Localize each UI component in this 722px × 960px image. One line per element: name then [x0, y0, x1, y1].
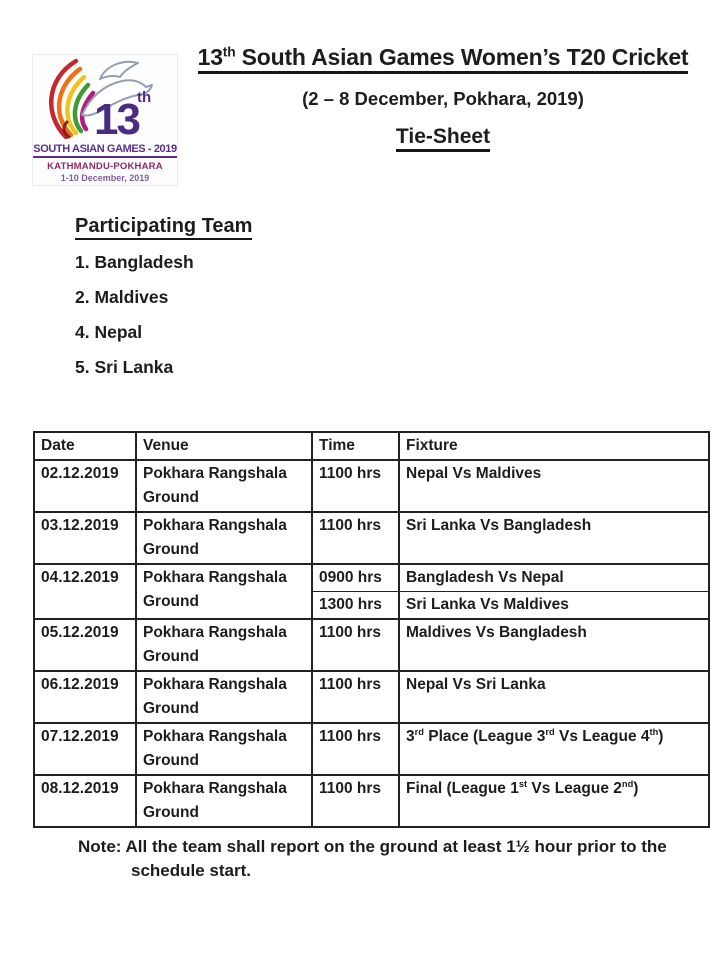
logo-number-suffix: th — [137, 89, 152, 106]
venue-cell: Pokhara Rangshala Ground — [136, 775, 312, 827]
table-header-row — [34, 432, 709, 460]
date-cell: 08.12.2019 — [34, 775, 136, 827]
time-cell: 1100 hrs — [312, 723, 399, 775]
venue-cell: Pokhara Rangshala Ground — [136, 723, 312, 775]
team-item: 1. Bangladesh — [75, 252, 194, 272]
logo-number: 13 — [94, 95, 139, 139]
page-title — [176, 44, 710, 71]
fixture-cell: Nepal Vs Sri Lanka — [399, 671, 709, 723]
sag-logo-emblem — [38, 57, 172, 139]
time-cell: 1100 hrs — [312, 775, 399, 827]
sag-logo — [32, 54, 178, 186]
table-row — [34, 512, 709, 564]
table-row — [34, 671, 709, 723]
date-cell: 05.12.2019 — [34, 619, 136, 671]
date-cell: 02.12.2019 — [34, 460, 136, 512]
participating-heading-text: Participating Team — [75, 215, 252, 240]
venue-cell: Pokhara Rangshala Ground — [136, 564, 312, 619]
date-cell: 03.12.2019 — [34, 512, 136, 564]
logo-games-name: SOUTH ASIAN GAMES - 2019 — [33, 143, 176, 158]
sheet-title — [176, 125, 710, 149]
note-text-line1: Note: All the team shall report on the ground at least 1½ hour prior to the — [78, 837, 667, 856]
column-header-time: Time — [312, 432, 399, 460]
time-cell: 1100 hrs — [312, 460, 399, 512]
team-item: 4. Nepal — [75, 322, 143, 342]
time-cell: 1100 hrs — [312, 671, 399, 723]
fixture-cell: Sri Lanka Vs Maldives — [399, 592, 709, 620]
team-item: 2. Maldives — [75, 287, 169, 307]
table-row — [34, 723, 709, 775]
sheet-title-text: Tie-Sheet — [396, 125, 490, 152]
venue-cell: Pokhara Rangshala Ground — [136, 460, 312, 512]
date-cell: 07.12.2019 — [34, 723, 136, 775]
logo-host-cities: KATHMANDU-POKHARA — [47, 161, 163, 172]
fixture-cell: Final (League 1st Vs League 2nd) — [399, 775, 709, 827]
flame-icon — [51, 61, 93, 137]
fixture-cell: 3rd Place (League 3rd Vs League 4th) — [399, 723, 709, 775]
fixture-cell: Bangladesh Vs Nepal — [399, 564, 709, 592]
document-header — [176, 44, 710, 149]
team-item: 5. Sri Lanka — [75, 357, 174, 377]
time-cell: 0900 hrs — [312, 564, 399, 592]
table-row — [34, 564, 709, 592]
venue-cell: Pokhara Rangshala Ground — [136, 619, 312, 671]
logo-dates: 1-10 December, 2019 — [60, 173, 150, 183]
time-cell: 1100 hrs — [312, 619, 399, 671]
venue-cell: Pokhara Rangshala Ground — [136, 671, 312, 723]
fixture-cell: Sri Lanka Vs Bangladesh — [399, 512, 709, 564]
date-cell: 04.12.2019 — [34, 564, 136, 619]
participating-section — [75, 213, 252, 379]
column-header-date: Date — [34, 432, 136, 460]
fixture-cell: Nepal Vs Maldives — [399, 460, 709, 512]
column-header-venue: Venue — [136, 432, 312, 460]
note — [78, 836, 678, 881]
fixture-cell: Maldives Vs Bangladesh — [399, 619, 709, 671]
participating-heading — [75, 213, 252, 239]
column-header-fixture: Fixture — [399, 432, 709, 460]
event-dates: (2 – 8 December, Pokhara, 2019) — [302, 88, 584, 109]
table-row — [34, 775, 709, 827]
venue-cell: Pokhara Rangshala Ground — [136, 512, 312, 564]
table-row — [34, 460, 709, 512]
time-cell: 1300 hrs — [312, 592, 399, 620]
page-title-text: 13th South Asian Games Women’s T20 Cricket — [198, 44, 689, 74]
date-cell: 06.12.2019 — [34, 671, 136, 723]
note-text-line2: schedule start. — [131, 861, 251, 880]
table-row — [34, 619, 709, 671]
time-cell: 1100 hrs — [312, 512, 399, 564]
fixtures-table — [33, 431, 710, 828]
